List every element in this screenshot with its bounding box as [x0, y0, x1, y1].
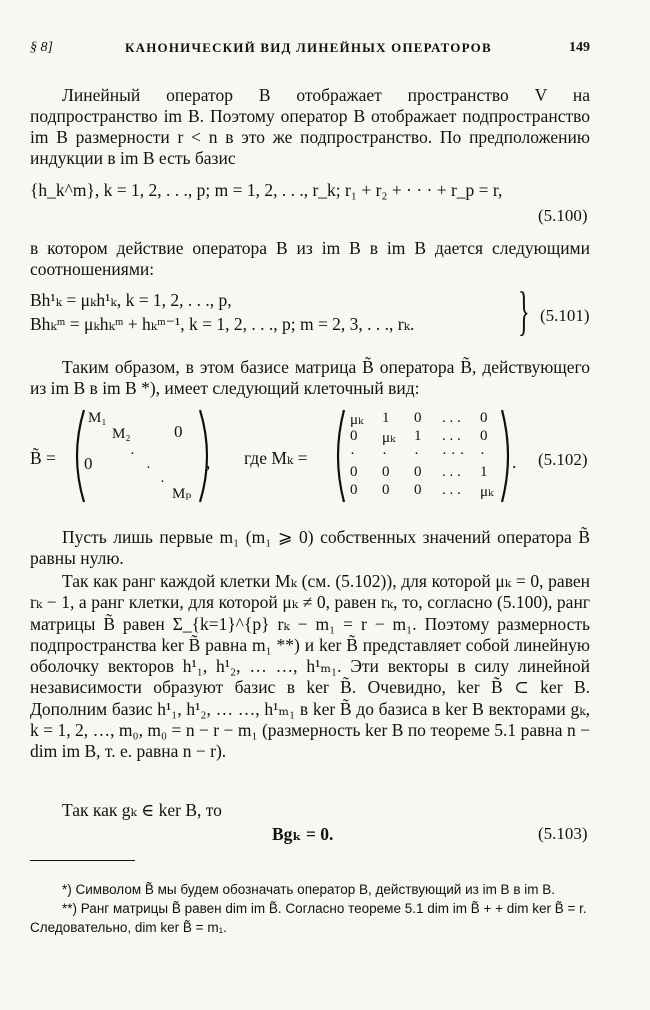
paragraph-1: Линейный оператор B отображает пространство V на подпространство im B. Поэтому оператор B отображает подпространство im B размерности r < n в это же подпространство. По предположению индукции в im B есть базис [30, 85, 590, 168]
mk-cell: 0 [382, 464, 390, 480]
mk-cell: 0 [414, 410, 422, 426]
mk-cell: . . . [442, 428, 461, 444]
footnote-1: *) Символом B̃ мы будем обозначать оператор B, действующий из im B в im B. [62, 882, 555, 897]
mk-cell: 1 [382, 410, 390, 426]
block-zero-lower: 0 [84, 454, 93, 473]
mk-cell: 0 [480, 428, 488, 444]
period: . [512, 452, 517, 472]
mk-cell: · [350, 446, 355, 462]
mk-cell: · [414, 446, 419, 462]
block-zero-upper: 0 [174, 422, 183, 441]
equation-5-103: Bgₖ = 0. [272, 824, 334, 844]
mk-cell: 1 [414, 428, 422, 444]
mk-cell: 0 [414, 464, 422, 480]
mk-cell: · · · [442, 446, 465, 462]
equation-number-5-100: (5.100) [538, 206, 588, 225]
page-number: 149 [569, 40, 590, 55]
mk-cell: . . . [442, 482, 461, 498]
block-dot-2: · [146, 460, 151, 476]
equation-number-5-101: (5.101) [540, 306, 590, 325]
block-m2: M₂ [112, 426, 131, 442]
mk-cell: · [382, 446, 387, 462]
section-marker: § 8] [30, 40, 53, 55]
block-dot-3: · [160, 474, 165, 490]
paragraph-3: Таким образом, в этом базисе матрица B̃ оператора B̃, действующего из im B в im B *), имеет следующий клеточный вид: [30, 357, 590, 398]
paragraph-5: Так как ранг каждой клетки Mₖ (см. (5.102)), для которой μₖ = 0, равен rₖ − 1, а ранг клетки, для которой μₖ ≠ 0, равен rₖ, то, согласно (5.100), ранг матрицы B̃ равен Σ_{k=1}^{p} rₖ − m₁ = r − m₁. Поэтому размерность подпространства ker B̃ равна m₁ **) и ker B̃ представляет собой линейную оболочку векторов h¹₁, h¹₂, … …, h¹ₘ₁. Эти векторы в силу линейной независимости образуют базис в ker B̃. Очевидно, ker B̃ ⊂ ker B. Дополним базис h¹₁, h¹₂, … …, h¹ₘ₁ в ker B̃ до базиса в ker B векторами gₖ, k = 1, 2, …, m₀, m₀ = n − r − m₁ (размерность ker B по теореме 5.1 равна n − dim im B, т. е. равна n − r). [30, 571, 590, 762]
footnote-rule [30, 860, 135, 861]
mk-cell: . . . [442, 464, 461, 480]
block-m1: M₁ [88, 410, 107, 426]
mk-cell: 0 [480, 410, 488, 426]
paragraph-4: Пусть лишь первые m₁ (m₁ ⩾ 0) собственных значений оператора B̃ равны нулю. [30, 527, 590, 568]
mk-cell: 0 [382, 482, 390, 498]
paragraph-2: в котором действие оператора B из im B в im B дается следующими соотношениями: [30, 238, 590, 279]
footnote-2: **) Ранг матрицы B̃ равен dim im B̃. Согласно теореме 5.1 dim im B̃ + + dim ker B̃ = r. Следовательно, dim ker B̃ = m₁. [30, 901, 587, 935]
mk-cell: μₖ [480, 484, 494, 500]
block-matrix [68, 408, 218, 504]
mk-cell: μₖ [350, 412, 364, 428]
mk-cell: · [480, 446, 485, 462]
mk-cell: 0 [350, 428, 358, 444]
mk-cell: 1 [480, 464, 488, 480]
where-mk: где Mₖ = [244, 448, 308, 468]
equation-number-5-102: (5.102) [538, 450, 588, 469]
equation-5-101-line-1: Bh¹ₖ = μₖh¹ₖ, k = 1, 2, . . ., p, [30, 290, 232, 310]
equation-5-101-line-2: Bhₖᵐ = μₖhₖᵐ + hₖᵐ⁻¹, k = 1, 2, . . ., p; m = 2, 3, . . ., rₖ. [30, 314, 415, 334]
footnotes [30, 880, 590, 937]
mk-cell: 0 [414, 482, 422, 498]
mk-cell: μₖ [382, 430, 396, 446]
block-mp: Mₚ [172, 486, 192, 502]
mk-cell: 0 [350, 482, 358, 498]
right-brace: } [518, 281, 530, 341]
matrix-lhs: B̃ = [30, 448, 56, 468]
equation-number-5-103: (5.103) [538, 824, 588, 843]
paragraph-6: Так как gₖ ∈ ker B, то [62, 800, 222, 820]
comma: , [206, 452, 211, 472]
mk-cell: 0 [350, 464, 358, 480]
chapter-title: КАНОНИЧЕСКИЙ ВИД ЛИНЕЙНЫХ ОПЕРАТОРОВ [125, 40, 492, 55]
mk-matrix [330, 408, 516, 504]
mk-cell: . . . [442, 410, 461, 426]
block-dot-1: · [130, 446, 135, 462]
equation-5-100: {h_k^m}, k = 1, 2, . . ., p; m = 1, 2, . . ., r_k; r₁ + r₂ + · · · + r_p = r, [30, 180, 503, 200]
